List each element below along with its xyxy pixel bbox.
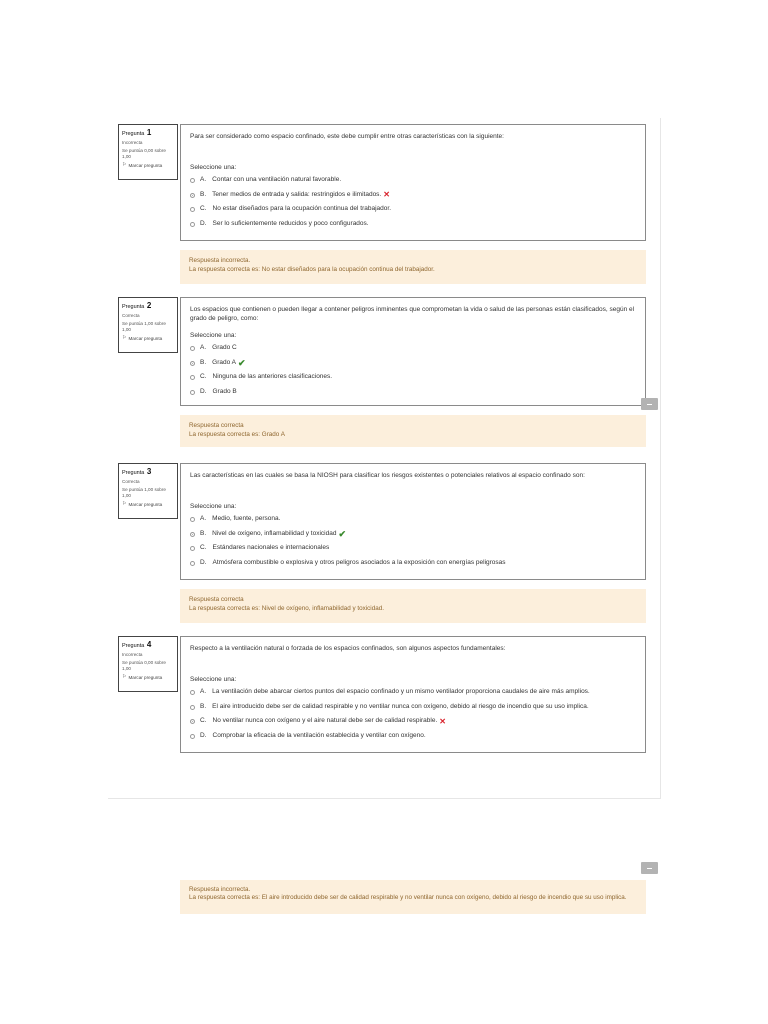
question-grade: Se puntúa 1,00 sobre 1,00 <box>122 320 166 333</box>
answer-option-b[interactable]: B. El aire introducido debe ser de calidad respirable y no ventilar nunca con oxígeno, debido al riesgo de incendio que su uso implica. <box>190 700 636 715</box>
radio-button[interactable] <box>190 690 195 695</box>
question-state: Correcta <box>122 312 140 318</box>
radio-button[interactable] <box>190 517 195 522</box>
answer-option-c[interactable]: C. No estar diseñados para la ocupación continua del trabajador. <box>190 203 636 218</box>
radio-button-selected[interactable] <box>190 193 195 198</box>
answer-option-a[interactable]: A. Grado C <box>190 341 636 356</box>
radio-button[interactable] <box>190 207 195 212</box>
question-prompt: Los espacios que contienen o pueden llegar a contener peligros inminentes que comprometan la vida o salud de las personas están clasificados, según el grado de peligro, como: <box>190 306 635 322</box>
radio-button[interactable] <box>190 390 195 395</box>
question-prompt: Respecto a la ventilación natural o forzada de los espacios confinados, son algunos aspectos fundamentales: <box>190 645 506 652</box>
radio-button[interactable] <box>190 705 195 710</box>
answer-option-c[interactable]: C. No ventilar nunca con oxígeno y el aire natural debe ser de calidad respirable. ✕ <box>190 715 636 730</box>
radio-button[interactable] <box>190 734 195 739</box>
radio-button[interactable] <box>190 375 195 380</box>
feedback-correct-answer: La respuesta correcta es: El aire introducido debe ser de calidad respirable y no ventilar nunca con oxígeno, debido al riesgo de incendio que su uso implica. <box>189 894 627 902</box>
feedback-box <box>180 250 646 284</box>
question-number: Pregunta 2 <box>122 301 152 310</box>
answer-option-b[interactable]: B. Nivel de oxígeno, inflamabilidad y toxicidad ✔ <box>190 527 636 542</box>
question-content <box>180 636 646 753</box>
flag-icon: ⚐ <box>122 335 127 342</box>
answer-option-d[interactable]: D. Ser lo suficientemente reducidos y poco configurados. <box>190 217 636 232</box>
question-prompt: Las características en las cuales se basa la NIOSH para clasificar los riesgos existentes o potenciales relativos al espacio confinado son: <box>190 472 585 479</box>
feedback-status: Respuesta incorrecta. <box>189 886 251 893</box>
radio-button[interactable] <box>190 178 195 183</box>
question-prompt: Para ser considerado como espacio confinado, este debe cumplir entre otras características con la siguiente: <box>190 133 504 140</box>
flag-icon: ⚐ <box>122 674 127 681</box>
answer-option-a[interactable]: A. Medio, fuente, persona. <box>190 513 636 528</box>
select-label: Seleccione una: <box>190 675 237 683</box>
question-grade: Se puntúa 1,00 sobre 1,00 <box>122 486 166 499</box>
select-label: Seleccione una: <box>190 331 237 339</box>
radio-button[interactable] <box>190 222 195 227</box>
question-content <box>180 124 646 241</box>
question-state: Correcta <box>122 478 140 484</box>
select-label: Seleccione una: <box>190 502 237 510</box>
answer-option-d[interactable]: D. Atmósfera combustible o explosiva y otros peligros asociados a la exposición con energías peligrosas <box>190 556 636 571</box>
question-content <box>180 463 646 580</box>
answer-option-b[interactable]: B. Tener medios de entrada y salida: restringidos e ilimitados. ✕ <box>190 188 636 203</box>
question-grade: Se puntúa 0,00 sobre 1,00 <box>122 147 166 160</box>
question-info <box>118 297 178 353</box>
radio-button[interactable] <box>190 561 195 566</box>
feedback-correct-answer: La respuesta correcta es: Grado A <box>189 431 285 439</box>
feedback-box <box>180 589 646 623</box>
answer-option-a[interactable]: A. La ventilación debe abarcar ciertos puntos del espacio confinado y un mismo ventilador proporciona caudales de aire más amplios. <box>190 686 636 701</box>
flag-question-link[interactable]: ⚐ Marcar pregunta <box>122 674 163 681</box>
collapse-button[interactable] <box>641 862 658 874</box>
incorrect-icon: ✕ <box>439 716 446 726</box>
radio-button-selected[interactable] <box>190 361 195 366</box>
answer-option-b[interactable]: B. Grado A ✔ <box>190 356 636 371</box>
collapse-button[interactable] <box>641 398 658 410</box>
question-number: Pregunta 3 <box>122 467 152 476</box>
feedback-correct-answer: La respuesta correcta es: No estar diseñados para la ocupación continua del trabajador. <box>189 266 435 274</box>
feedback-status: Respuesta correcta <box>189 422 244 429</box>
answer-option-d[interactable]: D. Grado B <box>190 385 636 400</box>
answer-option-c[interactable]: C. Estándares nacionales e internacionales <box>190 542 636 557</box>
answer-option-c[interactable]: C. Ninguna de las anteriores clasificaciones. <box>190 370 636 385</box>
incorrect-icon: ✕ <box>383 190 390 200</box>
radio-button[interactable] <box>190 546 195 551</box>
flag-question-link[interactable]: ⚐ Marcar pregunta <box>122 162 163 169</box>
feedback-box <box>180 880 646 914</box>
question-info <box>118 463 178 519</box>
feedback-status: Respuesta incorrecta. <box>189 257 251 264</box>
question-info <box>118 636 178 692</box>
question-info <box>118 124 178 180</box>
question-state: Incorrecta <box>122 651 143 657</box>
correct-icon: ✔ <box>338 528 346 539</box>
correct-icon: ✔ <box>238 357 246 368</box>
radio-button-selected[interactable] <box>190 719 195 724</box>
radio-button-selected[interactable] <box>190 532 195 537</box>
answer-option-d[interactable]: D. Comprobar la eficacia de la ventilación establecida y ventilar con oxígeno. <box>190 729 636 744</box>
flag-question-link[interactable]: ⚐ Marcar pregunta <box>122 501 163 508</box>
flag-icon: ⚐ <box>122 162 127 169</box>
question-content <box>180 297 646 406</box>
question-grade: Se puntúa 0,00 sobre 1,00 <box>122 659 166 672</box>
feedback-correct-answer: La respuesta correcta es: Nivel de oxígeno, inflamabilidad y toxicidad. <box>189 605 384 613</box>
question-state: Incorrecta <box>122 139 143 145</box>
quiz-review-page <box>108 118 661 902</box>
select-label: Seleccione una: <box>190 163 237 171</box>
feedback-box <box>180 415 646 447</box>
flag-icon: ⚐ <box>122 501 127 508</box>
radio-button[interactable] <box>190 346 195 351</box>
flag-question-link[interactable]: ⚐ Marcar pregunta <box>122 335 163 342</box>
feedback-status: Respuesta correcta <box>189 596 244 603</box>
question-number: Pregunta 1 <box>122 128 152 137</box>
answer-option-a[interactable]: A. Contar con una ventilación natural favorable. <box>190 174 636 189</box>
question-number: Pregunta 4 <box>122 640 152 649</box>
